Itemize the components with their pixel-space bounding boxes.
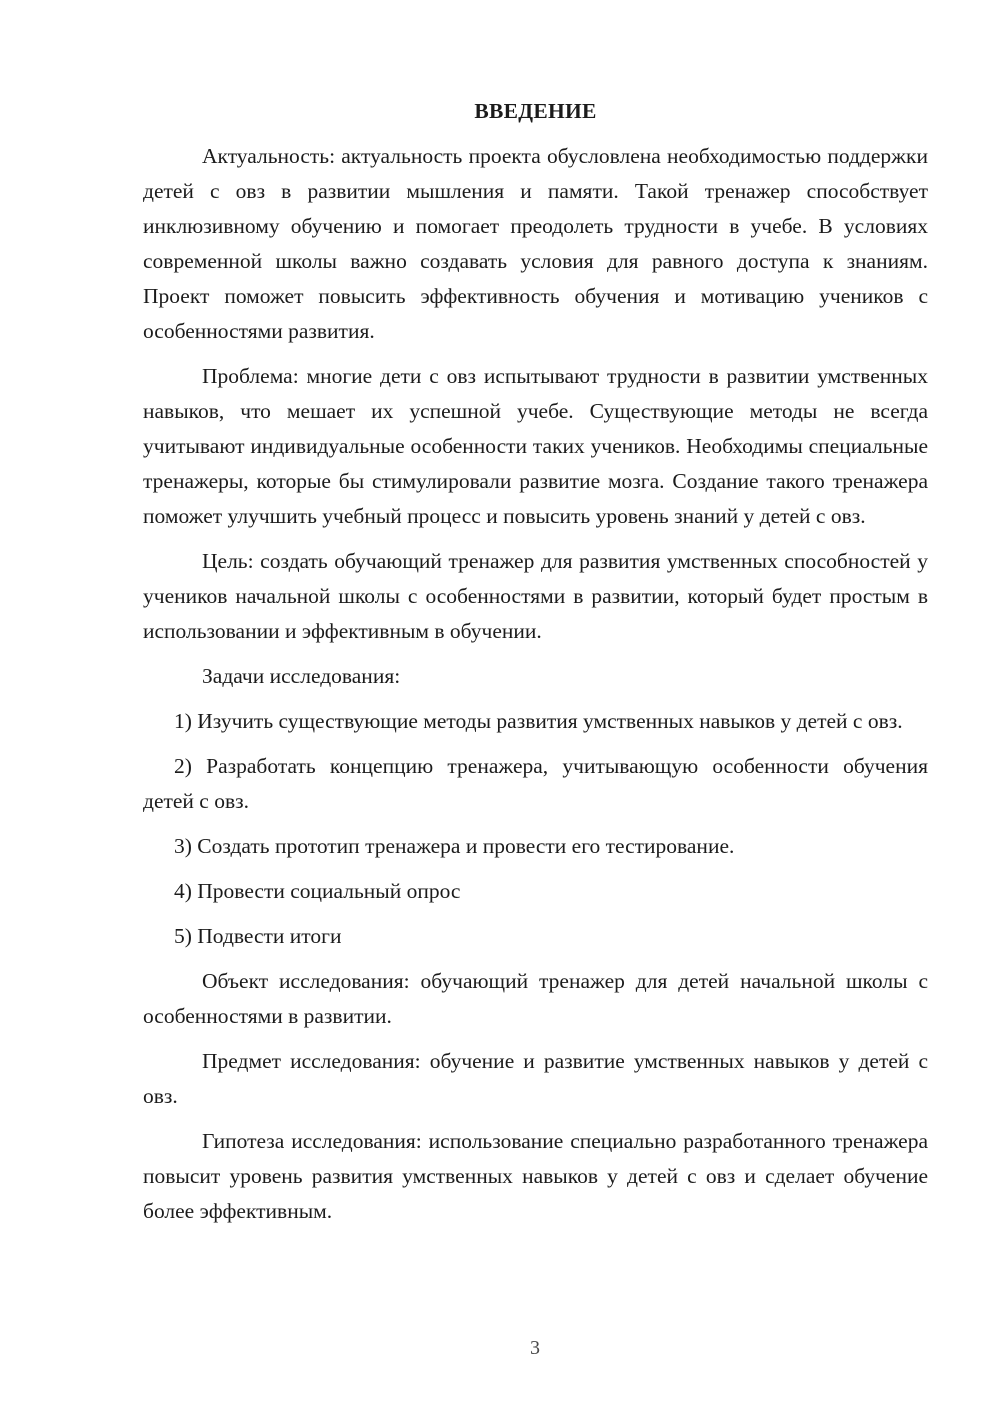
subject-paragraph: Предмет исследования: обучение и развитие умственных навыков у детей с овз. <box>143 1049 928 1108</box>
task-item-5: 5) Подвести итоги <box>174 924 342 948</box>
object-paragraph: Объект исследования: обучающий тренажер для детей начальной школы с особенностями в развитии. <box>143 969 928 1028</box>
goal-paragraph: Цель: создать обучающий тренажер для развития умственных способностей у учеников начальной школы с особенностями в развитии, который будет простым в использовании и эффективным в обучении. <box>143 549 928 643</box>
tasks-heading: Задачи исследования: <box>202 664 401 688</box>
task-item-1: 1) Изучить существующие методы развития умственных навыков у детей с овз. <box>174 709 903 733</box>
relevance-paragraph: Актуальность: актуальность проекта обусловлена необходимостью поддержки детей с овз в развитии мышления и памяти. Такой тренажер способствует инклюзивному обучению и помогает преодолеть трудности в учебе. В условиях современной школы важно создавать условия для равного доступа к знаниям. Проект поможет повысить эффективность обучения и мотивацию учеников с особенностями развития. <box>143 144 928 343</box>
task-item-3: 3) Создать прототип тренажера и провести его тестирование. <box>174 834 735 858</box>
page-content <box>143 94 928 1239</box>
page-number: 3 <box>530 1337 540 1359</box>
problem-paragraph: Проблема: многие дети с овз испытывают трудности в развитии умственных навыков, что мешает их успешной учебе. Существующие методы не всегда учитывают индивидуальные особенности таких учеников. Необходимы специальные тренажеры, которые бы стимулировали развитие мозга. Создание такого тренажера поможет улучшить учебный процесс и повысить уровень знаний у детей с овз. <box>143 364 928 528</box>
section-title: ВВЕДЕНИЕ <box>474 99 597 123</box>
task-item-4: 4) Провести социальный опрос <box>174 879 461 903</box>
task-item-2: 2) Разработать концепцию тренажера, учитывающую особенности обучения детей с овз. <box>143 754 928 813</box>
hypothesis-paragraph: Гипотеза исследования: использование специально разработанного тренажера повысит уровень развития умственных навыков у детей с овз и сделает обучение более эффективным. <box>143 1129 928 1223</box>
